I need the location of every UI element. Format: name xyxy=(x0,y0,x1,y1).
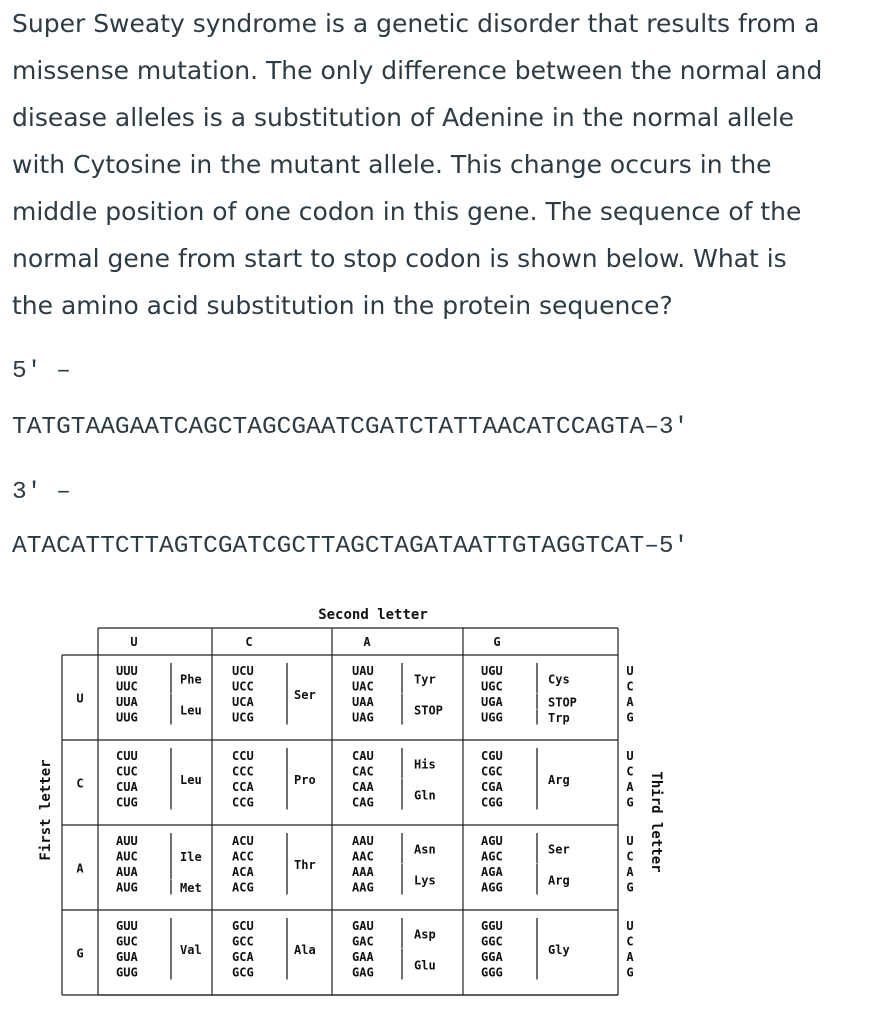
first-letter: G xyxy=(76,946,84,961)
first-letter: A xyxy=(76,861,84,876)
codon: AGA xyxy=(481,865,503,879)
codon: GCA xyxy=(232,950,254,964)
amino-acid-label: Pro xyxy=(294,772,316,787)
codon: GAU xyxy=(352,919,374,933)
codon: UAU xyxy=(352,664,374,678)
amino-acid-label: Arg xyxy=(548,873,570,888)
amino-acid-label: His xyxy=(414,757,436,772)
amino-acid-label: Asp xyxy=(414,927,436,942)
third-letter: U xyxy=(626,749,634,763)
third-letter: A xyxy=(626,950,634,964)
amino-acid-label: Ile xyxy=(180,850,202,864)
codon: CAU xyxy=(352,749,374,763)
codon: UGU xyxy=(481,664,503,678)
amino-acid-label: Gln xyxy=(414,788,436,803)
codon: GGC xyxy=(481,934,503,949)
strand1-sequence: TATGTAAGAATCAGCTAGCGAATCGATCTATTAACATCCAGTA–3′ xyxy=(12,414,689,441)
codon: GCC xyxy=(232,934,254,949)
third-letter: A xyxy=(626,865,634,879)
codon: ACG xyxy=(232,880,254,895)
codon: CAG xyxy=(352,795,374,810)
codon: GCU xyxy=(232,919,254,933)
first-letter: C xyxy=(76,776,84,791)
codon: AGC xyxy=(481,849,503,864)
codon: GGG xyxy=(481,965,503,980)
codon: UAC xyxy=(352,679,374,694)
codon: UAG xyxy=(352,710,374,725)
codon: GGA xyxy=(481,950,503,964)
codon: GUA xyxy=(116,950,138,964)
codon-table-grid xyxy=(62,628,618,995)
codon: CGC xyxy=(481,764,503,779)
codon: CUA xyxy=(116,780,138,794)
amino-acid-label: Ala xyxy=(294,942,316,957)
strand2-prefix: 3′ – xyxy=(12,479,71,506)
amino-acid-label: Glu xyxy=(414,958,436,973)
amino-acid-label: Leu xyxy=(180,772,202,787)
codon: CAC xyxy=(352,764,374,779)
amino-acid-label: Arg xyxy=(548,772,570,787)
second-letter-header: C xyxy=(245,635,253,649)
third-letter: A xyxy=(626,695,634,709)
amino-acid-label: Thr xyxy=(294,857,316,872)
codon: GUU xyxy=(116,919,138,933)
codon: AUA xyxy=(116,865,138,879)
codon: AAG xyxy=(352,880,374,895)
codon: ACA xyxy=(232,865,254,879)
third-letter: C xyxy=(626,934,634,949)
codon: GUG xyxy=(116,965,138,980)
strand2-sequence: ATACATTCTTAGTCGATCGCTTAGCTAGATAATTGTAGGTCAT–5′ xyxy=(12,533,689,560)
codon: UCA xyxy=(232,695,254,709)
amino-acid-label: Asn xyxy=(414,842,436,857)
strand1-prefix: 5′ – xyxy=(12,358,71,385)
codon: CUU xyxy=(116,749,138,763)
codon: CGA xyxy=(481,780,503,794)
codon: AUG xyxy=(116,880,138,895)
question-line: missense mutation. The only difference between the normal and xyxy=(12,56,823,85)
codon: UUA xyxy=(116,695,138,709)
codon: UGG xyxy=(481,710,503,725)
amino-acid-label: Met xyxy=(180,881,202,895)
third-letter: C xyxy=(626,679,634,694)
codon: AGG xyxy=(481,880,503,895)
codon: ACU xyxy=(232,834,254,848)
codon: UCG xyxy=(232,710,254,725)
question-line: middle position of one codon in this gene. The sequence of the xyxy=(12,197,802,226)
first-letter-title: First letter xyxy=(38,759,54,861)
third-letter: G xyxy=(626,710,634,725)
codon: UUU xyxy=(116,664,138,678)
second-letter-title: Second letter xyxy=(318,607,428,623)
codon: CUC xyxy=(116,764,138,779)
amino-acid-label: STOP xyxy=(548,695,577,710)
third-letter: G xyxy=(626,795,634,810)
amino-acid-label: Val xyxy=(180,942,202,957)
third-letter-title: Third letter xyxy=(648,771,664,873)
amino-acid-label: Ser xyxy=(294,687,316,702)
second-letter-header: U xyxy=(130,635,138,649)
codon: UCC xyxy=(232,679,254,694)
codon: AUU xyxy=(116,834,138,848)
amino-acid-label: Cys xyxy=(548,672,570,687)
amino-acid-label: Gly xyxy=(548,942,570,957)
question-line: normal gene from start to stop codon is shown below. What is xyxy=(12,244,787,273)
codon: GAA xyxy=(352,950,374,964)
codon: UAA xyxy=(352,695,374,709)
codon: GAC xyxy=(352,934,374,949)
amino-acid-label: STOP xyxy=(414,703,443,718)
codon: UUC xyxy=(116,679,138,694)
second-letter-header: A xyxy=(363,635,371,649)
amino-acid-label: Tyr xyxy=(414,672,436,687)
codon: UUG xyxy=(116,710,138,725)
codon: CCC xyxy=(232,764,254,779)
amino-acid-label: Leu xyxy=(180,703,202,718)
codon: GUC xyxy=(116,934,138,949)
codon: AAU xyxy=(352,834,374,848)
codon: UGC xyxy=(481,679,503,694)
codon: AAA xyxy=(352,865,374,879)
codon: AGU xyxy=(481,834,503,848)
codon: CGU xyxy=(481,749,503,763)
codon: ACC xyxy=(232,849,254,864)
amino-acid-label: Phe xyxy=(180,672,202,687)
codon: UCU xyxy=(232,664,254,678)
codon: CUG xyxy=(116,795,138,810)
codon: CCG xyxy=(232,795,254,810)
codon: AUC xyxy=(116,849,138,864)
amino-acid-label: Trp xyxy=(548,711,570,725)
amino-acid-label: Lys xyxy=(414,873,436,888)
codon: CCA xyxy=(232,780,254,794)
second-letter-header: G xyxy=(493,635,501,649)
third-letter: A xyxy=(626,780,634,794)
question-line: Super Sweaty syndrome is a genetic disorder that results from a xyxy=(12,9,820,38)
codon: CAA xyxy=(352,780,374,794)
codon-table-content xyxy=(38,607,664,980)
codon: AAC xyxy=(352,849,374,864)
third-letter: C xyxy=(626,764,634,779)
amino-acid-label: Ser xyxy=(548,842,570,857)
third-letter: G xyxy=(626,965,634,980)
third-letter: C xyxy=(626,849,634,864)
codon: CCU xyxy=(232,749,254,763)
question-line: the amino acid substitution in the protein sequence? xyxy=(12,291,673,320)
codon: GGU xyxy=(481,919,503,933)
third-letter: U xyxy=(626,834,634,848)
question-line: with Cytosine in the mutant allele. This change occurs in the xyxy=(12,150,772,179)
third-letter: U xyxy=(626,664,634,678)
codon: CGG xyxy=(481,795,503,810)
codon: GAG xyxy=(352,965,374,980)
codon: UGA xyxy=(481,695,503,709)
third-letter: G xyxy=(626,880,634,895)
third-letter: U xyxy=(626,919,634,933)
codon: GCG xyxy=(232,965,254,980)
question-line: disease alleles is a substitution of Adenine in the normal allele xyxy=(12,103,795,132)
first-letter: U xyxy=(76,691,84,706)
